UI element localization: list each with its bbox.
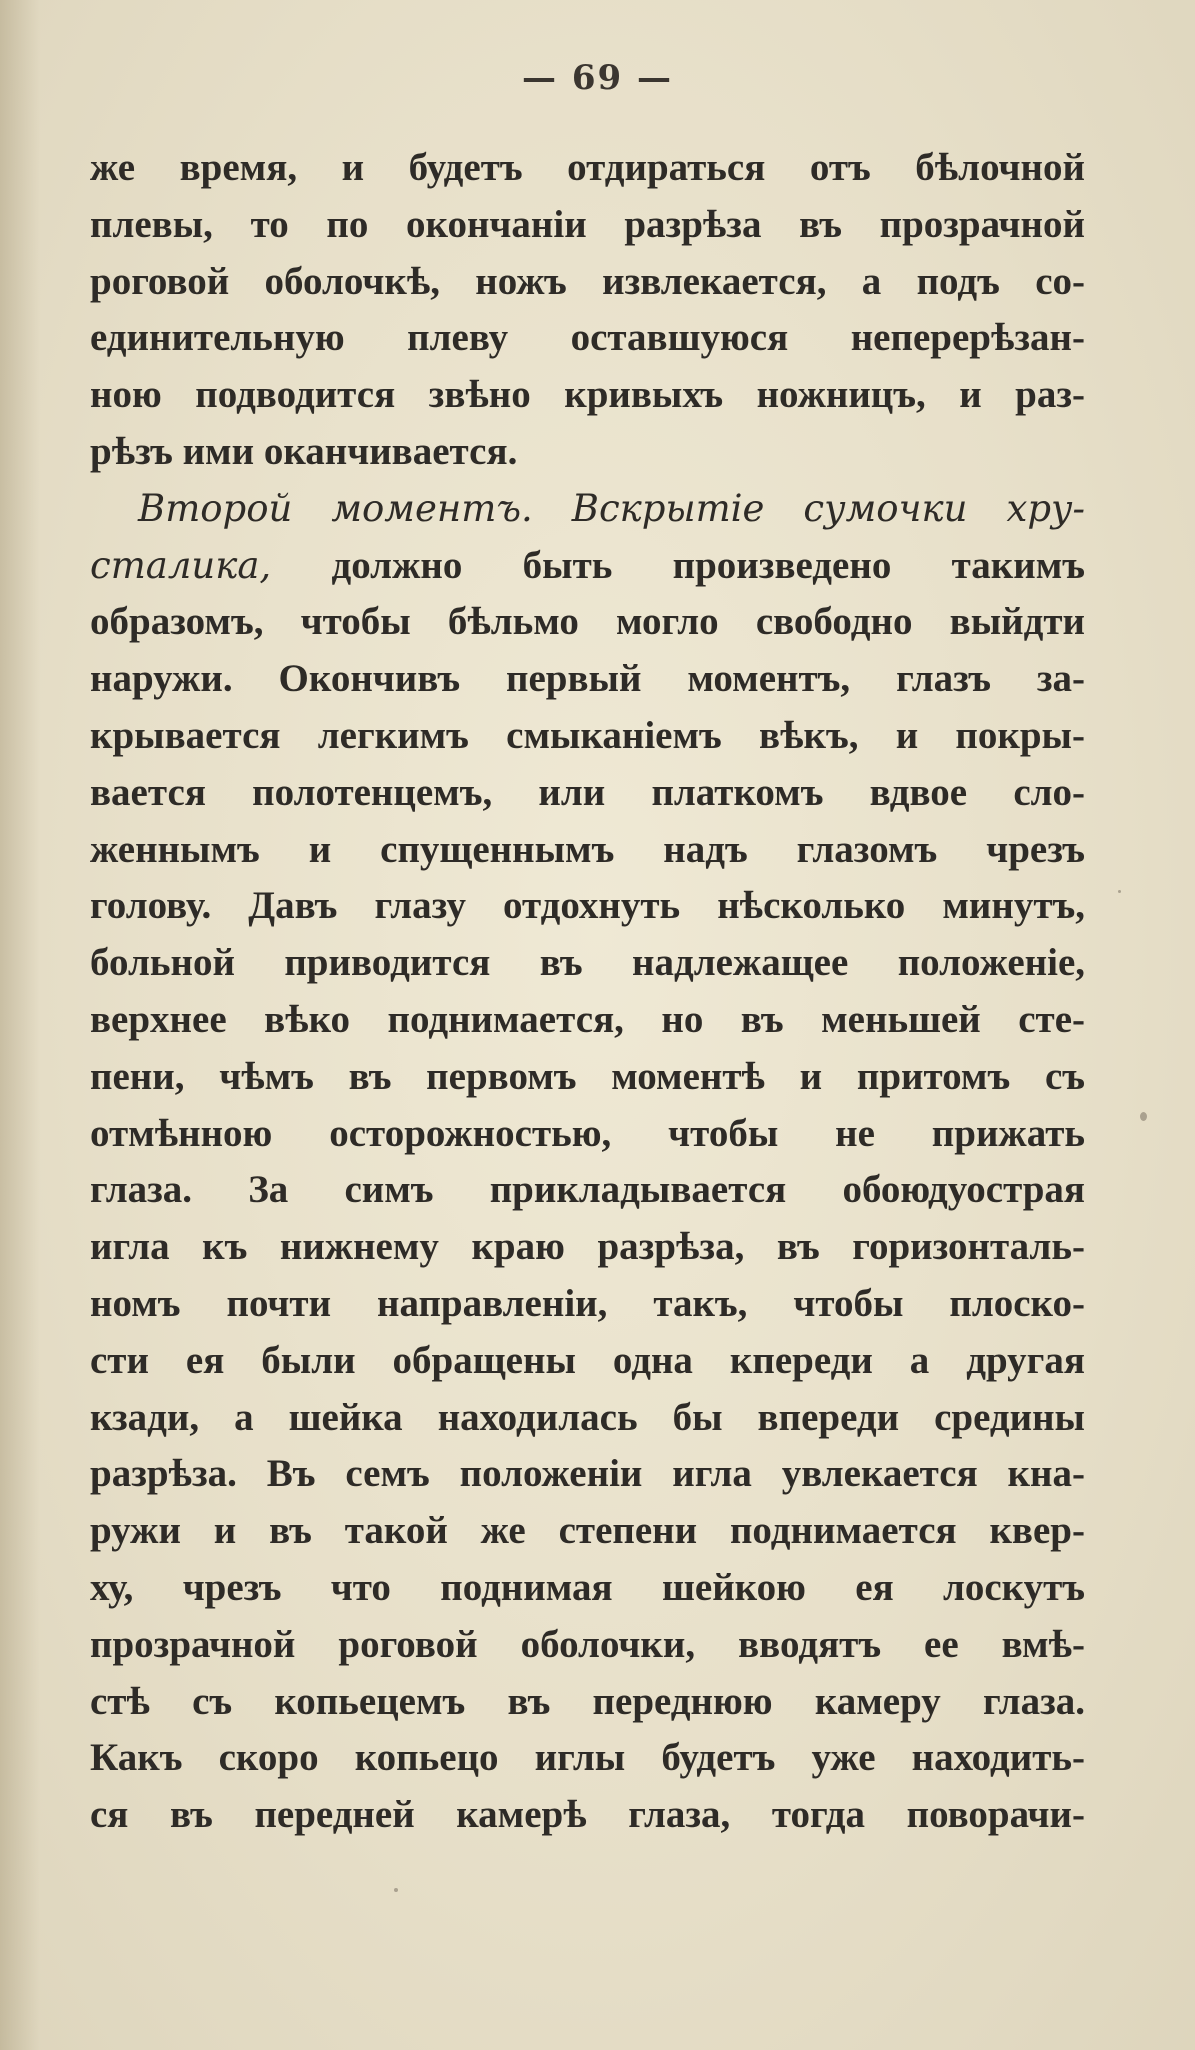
text-line: кзади, а шейка находилась бы впереди средины: [90, 1395, 1085, 1439]
page-edge-shadow: [0, 0, 40, 2050]
text-line: больной приводится въ надлежащее положенiе,: [90, 941, 1085, 985]
text-line: отмѣнною осторожностью, чтобы не прижать: [90, 1111, 1085, 1155]
text-line: образомъ, чтобы бѣльмо могло свободно выйдти: [90, 600, 1085, 644]
body-text: [90, 140, 1085, 1844]
text-line: вается полотенцемъ, или платкомъ вдвое сло-: [90, 770, 1085, 814]
text-line: крывается легкимъ смыканiемъ вѣкъ, и покры-: [90, 713, 1085, 757]
text-line: роговой оболочкѣ, ножъ извлекается, а подъ со-: [90, 259, 1085, 303]
text-segment: должно быть произведено такимъ: [271, 543, 1085, 587]
text-line-section-heading: [90, 481, 1085, 538]
text-line: единительную плеву оставшуюся неперерѣзан-: [90, 316, 1085, 360]
page-number: — 69 —: [522, 58, 673, 98]
text-line: сти ея были обращены одна кпереди а другая: [90, 1338, 1085, 1382]
text-line: глаза. За симъ прикладывается обоюдуострая: [90, 1168, 1085, 1212]
text-line: женнымъ и спущеннымъ надъ глазомъ чрезъ: [90, 827, 1085, 871]
text-line: стѣ съ копьецемъ въ переднюю камеру глаза.: [90, 1679, 1085, 1723]
text-line: рѣзъ ими оканчивается.: [90, 429, 518, 473]
section-heading: Второй моментъ. Вскрытiе сумочки хру-: [138, 486, 1085, 530]
paper-speck: [1140, 1112, 1147, 1121]
paper-speck: [394, 1888, 398, 1892]
text-line: игла къ нижнему краю разрѣза, въ горизонталь-: [90, 1225, 1085, 1269]
text-line: номъ почти направленiи, такъ, чтобы плоско-: [90, 1281, 1085, 1325]
text-line: верхнее вѣко поднимается, но въ меньшей сте-: [90, 997, 1085, 1041]
text-line: Какъ скоро копьецо иглы будетъ уже находить-: [90, 1736, 1085, 1780]
text-line: наружи. Окончивъ первый моментъ, глазъ за-: [90, 657, 1085, 701]
text-line: голову. Давъ глазу отдохнуть нѣсколько минутъ,: [90, 884, 1085, 928]
text-line: плевы, то по окончанiи разрѣза въ прозрачной: [90, 202, 1085, 246]
paper-speck: [1118, 890, 1121, 893]
text-line: ху, чрезъ что поднимая шейкою ея лоскутъ: [90, 1565, 1085, 1609]
text-line: разрѣза. Въ семъ положенiи игла увлекается кна-: [90, 1452, 1085, 1496]
text-line: ружи и въ такой же степени поднимается квер-: [90, 1509, 1085, 1553]
text-line: прозрачной роговой оболочки, вводятъ ее вмѣ-: [90, 1622, 1085, 1666]
text-line: ною подводится звѣно кривыхъ ножницъ, и раз-: [90, 373, 1085, 417]
text-line: пени, чѣмъ въ первомъ моментѣ и притомъ съ: [90, 1054, 1085, 1098]
section-heading-continued: сталика,: [90, 543, 272, 587]
text-line: ся въ передней камерѣ глаза, тогда поворачи-: [90, 1793, 1085, 1837]
text-line: [90, 538, 1085, 595]
text-line: же время, и будетъ отдираться отъ бѣлочной: [90, 146, 1085, 189]
